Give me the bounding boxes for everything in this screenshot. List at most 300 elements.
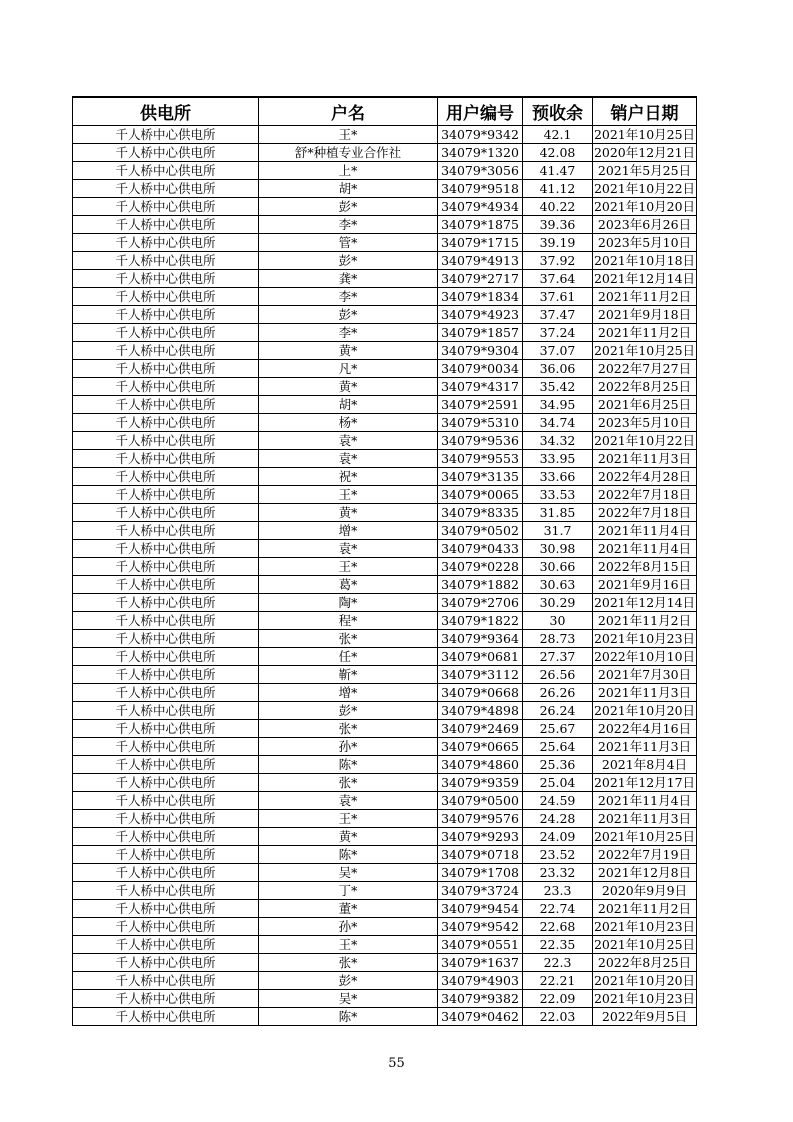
cell-closure-date: 2023年5月10日 bbox=[593, 234, 697, 252]
cell-prepaid-balance: 41.47 bbox=[523, 162, 593, 180]
cell-closure-date: 2021年10月25日 bbox=[593, 127, 696, 142]
cell-power-station: 千人桥中心供电所 bbox=[73, 252, 259, 270]
cell-power-station: 千人桥中心供电所 bbox=[73, 378, 259, 396]
table-row bbox=[73, 972, 697, 990]
cell-prepaid-balance: 33.95 bbox=[523, 450, 593, 468]
table-row bbox=[73, 198, 697, 216]
table-row bbox=[73, 828, 697, 846]
cell-user-id: 34079*9536 bbox=[438, 432, 523, 450]
cell-account-name: 增* bbox=[259, 684, 438, 702]
cell-account-name: 王* bbox=[259, 126, 438, 144]
cell-closure-date: 2021年10月20日 bbox=[593, 199, 696, 214]
cell-closure-date: 2021年10月23日 bbox=[593, 919, 696, 934]
table-row bbox=[73, 216, 697, 234]
cell-prepaid-balance: 24.59 bbox=[523, 792, 593, 810]
cell-user-id: 34079*9293 bbox=[438, 828, 523, 846]
cell-user-id: 34079*2591 bbox=[438, 396, 523, 414]
cell-prepaid-balance: 25.64 bbox=[523, 738, 593, 756]
cell-prepaid-balance: 23.32 bbox=[523, 864, 593, 882]
cell-account-name: 袁* bbox=[259, 792, 438, 810]
table-row bbox=[73, 720, 697, 738]
cell-prepaid-balance: 40.22 bbox=[523, 198, 593, 216]
account-closure-table bbox=[72, 96, 697, 1026]
cell-prepaid-balance: 31.7 bbox=[523, 522, 593, 540]
table-row bbox=[73, 270, 697, 288]
cell-prepaid-balance: 30.63 bbox=[523, 576, 593, 594]
cell-closure-date: 2021年12月17日 bbox=[593, 775, 696, 790]
table-row bbox=[73, 954, 697, 972]
cell-prepaid-balance: 35.42 bbox=[523, 378, 593, 396]
table-row bbox=[73, 162, 697, 180]
cell-closure-date: 2022年9月5日 bbox=[593, 1008, 697, 1026]
cell-user-id: 34079*0500 bbox=[438, 792, 523, 810]
cell-closure-date: 2021年10月25日 bbox=[593, 343, 696, 358]
cell-closure-date: 2021年5月25日 bbox=[593, 162, 697, 180]
cell-user-id: 34079*4913 bbox=[438, 252, 523, 270]
cell-closure-date: 2021年11月4日 bbox=[593, 540, 697, 558]
cell-closure-date: 2021年10月22日 bbox=[593, 433, 696, 448]
cell-account-name: 胡* bbox=[259, 396, 438, 414]
cell-account-name: 吴* bbox=[259, 864, 438, 882]
cell-closure-date: 2023年6月26日 bbox=[593, 216, 697, 234]
cell-power-station: 千人桥中心供电所 bbox=[73, 342, 259, 360]
cell-account-name: 袁* bbox=[259, 432, 438, 450]
cell-account-name: 黄* bbox=[259, 828, 438, 846]
cell-user-id: 34079*1708 bbox=[438, 864, 523, 882]
cell-user-id: 34079*1715 bbox=[438, 234, 523, 252]
cell-user-id: 34079*3724 bbox=[438, 882, 523, 900]
cell-closure-date: 2021年9月18日 bbox=[593, 306, 697, 324]
cell-user-id: 34079*4317 bbox=[438, 378, 523, 396]
header-closure-date: 销户日期 bbox=[593, 97, 697, 126]
cell-closure-date: 2021年11月3日 bbox=[593, 684, 697, 702]
cell-power-station: 千人桥中心供电所 bbox=[73, 558, 259, 576]
table-row bbox=[73, 180, 697, 198]
cell-user-id: 34079*0551 bbox=[438, 936, 523, 954]
cell-closure-date: 2022年7月27日 bbox=[593, 360, 697, 378]
cell-closure-date: 2022年7月19日 bbox=[593, 846, 697, 864]
cell-power-station: 千人桥中心供电所 bbox=[73, 612, 259, 630]
cell-power-station: 千人桥中心供电所 bbox=[73, 468, 259, 486]
cell-account-name: 任* bbox=[259, 648, 438, 666]
table-row bbox=[73, 468, 697, 486]
cell-user-id: 34079*0065 bbox=[438, 486, 523, 504]
cell-prepaid-balance: 25.36 bbox=[523, 756, 593, 774]
cell-prepaid-balance: 23.3 bbox=[523, 882, 593, 900]
table-row bbox=[73, 630, 697, 648]
cell-user-id: 34079*5310 bbox=[438, 414, 523, 432]
cell-prepaid-balance: 24.09 bbox=[523, 828, 593, 846]
cell-user-id: 34079*1834 bbox=[438, 288, 523, 306]
header-prepaid-balance: 预收余 bbox=[523, 97, 593, 126]
cell-prepaid-balance: 22.03 bbox=[523, 1008, 593, 1026]
cell-account-name: 彭* bbox=[259, 702, 438, 720]
cell-user-id: 34079*1637 bbox=[438, 954, 523, 972]
cell-power-station: 千人桥中心供电所 bbox=[73, 126, 259, 144]
cell-closure-date: 2021年8月4日 bbox=[593, 756, 697, 774]
table-row bbox=[73, 450, 697, 468]
cell-user-id: 34079*9342 bbox=[438, 126, 523, 144]
table-row bbox=[73, 756, 697, 774]
cell-closure-date: 2021年10月20日 bbox=[593, 703, 696, 718]
cell-closure-date: 2021年10月22日 bbox=[593, 181, 696, 196]
cell-user-id: 34079*4860 bbox=[438, 756, 523, 774]
cell-prepaid-balance: 23.52 bbox=[523, 846, 593, 864]
table-row bbox=[73, 648, 697, 666]
cell-closure-date: 2020年9月9日 bbox=[593, 882, 697, 900]
table-header-row bbox=[73, 97, 697, 126]
page-number: 55 bbox=[388, 1056, 405, 1071]
cell-user-id: 34079*0718 bbox=[438, 846, 523, 864]
table-row bbox=[73, 144, 697, 162]
cell-user-id: 34079*1875 bbox=[438, 216, 523, 234]
cell-account-name: 祝* bbox=[259, 468, 438, 486]
cell-prepaid-balance: 34.95 bbox=[523, 396, 593, 414]
cell-account-name: 王* bbox=[259, 810, 438, 828]
table-row bbox=[73, 612, 697, 630]
cell-prepaid-balance: 26.24 bbox=[523, 702, 593, 720]
cell-closure-date: 2022年8月25日 bbox=[593, 378, 697, 396]
cell-power-station: 千人桥中心供电所 bbox=[73, 846, 259, 864]
cell-user-id: 34079*4934 bbox=[438, 198, 523, 216]
cell-user-id: 34079*9518 bbox=[438, 180, 523, 198]
cell-user-id: 34079*9576 bbox=[438, 810, 523, 828]
cell-power-station: 千人桥中心供电所 bbox=[73, 522, 259, 540]
cell-account-name: 龚* bbox=[259, 270, 438, 288]
cell-account-name: 杨* bbox=[259, 414, 438, 432]
header-account-name: 户名 bbox=[259, 97, 438, 126]
cell-user-id: 34079*2706 bbox=[438, 594, 523, 612]
cell-power-station: 千人桥中心供电所 bbox=[73, 756, 259, 774]
table-row bbox=[73, 522, 697, 540]
cell-prepaid-balance: 34.74 bbox=[523, 414, 593, 432]
table-row bbox=[73, 900, 697, 918]
table-row bbox=[73, 936, 697, 954]
cell-account-name: 丁* bbox=[259, 882, 438, 900]
cell-account-name: 李* bbox=[259, 216, 438, 234]
cell-prepaid-balance: 42.1 bbox=[523, 126, 593, 144]
cell-user-id: 34079*9454 bbox=[438, 900, 523, 918]
cell-account-name: 袁* bbox=[259, 450, 438, 468]
cell-user-id: 34079*9553 bbox=[438, 450, 523, 468]
cell-power-station: 千人桥中心供电所 bbox=[73, 828, 259, 846]
cell-power-station: 千人桥中心供电所 bbox=[73, 288, 259, 306]
cell-user-id: 34079*0228 bbox=[438, 558, 523, 576]
cell-prepaid-balance: 22.74 bbox=[523, 900, 593, 918]
cell-power-station: 千人桥中心供电所 bbox=[73, 270, 259, 288]
cell-power-station: 千人桥中心供电所 bbox=[73, 702, 259, 720]
cell-closure-date: 2022年4月16日 bbox=[593, 720, 697, 738]
cell-user-id: 34079*4903 bbox=[438, 972, 523, 990]
cell-account-name: 王* bbox=[259, 486, 438, 504]
table-row bbox=[73, 594, 697, 612]
cell-user-id: 34079*0433 bbox=[438, 540, 523, 558]
cell-account-name: 胡* bbox=[259, 180, 438, 198]
cell-user-id: 34079*9364 bbox=[438, 630, 523, 648]
table-row bbox=[73, 702, 697, 720]
cell-account-name: 吴* bbox=[259, 990, 438, 1008]
cell-closure-date: 2021年10月23日 bbox=[593, 991, 696, 1006]
cell-prepaid-balance: 41.12 bbox=[523, 180, 593, 198]
cell-account-name: 孙* bbox=[259, 738, 438, 756]
cell-prepaid-balance: 22.21 bbox=[523, 972, 593, 990]
cell-prepaid-balance: 34.32 bbox=[523, 432, 593, 450]
cell-power-station: 千人桥中心供电所 bbox=[73, 774, 259, 792]
cell-user-id: 34079*0668 bbox=[438, 684, 523, 702]
cell-power-station: 千人桥中心供电所 bbox=[73, 486, 259, 504]
cell-user-id: 34079*9542 bbox=[438, 918, 523, 936]
cell-account-name: 彭* bbox=[259, 198, 438, 216]
cell-account-name: 张* bbox=[259, 954, 438, 972]
cell-power-station: 千人桥中心供电所 bbox=[73, 432, 259, 450]
table-row bbox=[73, 234, 697, 252]
cell-account-name: 王* bbox=[259, 936, 438, 954]
table-row bbox=[73, 306, 697, 324]
cell-prepaid-balance: 37.24 bbox=[523, 324, 593, 342]
cell-closure-date: 2022年8月25日 bbox=[593, 954, 697, 972]
cell-closure-date: 2021年7月30日 bbox=[593, 666, 697, 684]
cell-account-name: 彭* bbox=[259, 252, 438, 270]
cell-closure-date: 2021年12月8日 bbox=[593, 864, 697, 882]
cell-prepaid-balance: 25.04 bbox=[523, 774, 593, 792]
cell-power-station: 千人桥中心供电所 bbox=[73, 810, 259, 828]
table-row bbox=[73, 918, 697, 936]
cell-power-station: 千人桥中心供电所 bbox=[73, 864, 259, 882]
cell-account-name: 靳* bbox=[259, 666, 438, 684]
cell-user-id: 34079*4898 bbox=[438, 702, 523, 720]
cell-account-name: 舒*种植专业合作社 bbox=[259, 144, 438, 162]
cell-power-station: 千人桥中心供电所 bbox=[73, 180, 259, 198]
cell-account-name: 孙* bbox=[259, 918, 438, 936]
cell-prepaid-balance: 37.92 bbox=[523, 252, 593, 270]
cell-closure-date: 2021年12月14日 bbox=[593, 595, 696, 610]
cell-power-station: 千人桥中心供电所 bbox=[73, 792, 259, 810]
table-row bbox=[73, 432, 697, 450]
table-row bbox=[73, 360, 697, 378]
cell-power-station: 千人桥中心供电所 bbox=[73, 306, 259, 324]
table-row bbox=[73, 666, 697, 684]
cell-closure-date: 2023年5月10日 bbox=[593, 414, 697, 432]
cell-prepaid-balance: 37.64 bbox=[523, 270, 593, 288]
cell-prepaid-balance: 28.73 bbox=[523, 630, 593, 648]
cell-user-id: 34079*0665 bbox=[438, 738, 523, 756]
cell-prepaid-balance: 25.67 bbox=[523, 720, 593, 738]
header-power-station: 供电所 bbox=[73, 97, 259, 126]
cell-power-station: 千人桥中心供电所 bbox=[73, 144, 259, 162]
cell-power-station: 千人桥中心供电所 bbox=[73, 1008, 259, 1026]
table-row bbox=[73, 396, 697, 414]
cell-power-station: 千人桥中心供电所 bbox=[73, 666, 259, 684]
cell-user-id: 34079*4923 bbox=[438, 306, 523, 324]
cell-user-id: 34079*0502 bbox=[438, 522, 523, 540]
cell-account-name: 张* bbox=[259, 630, 438, 648]
cell-account-name: 彭* bbox=[259, 306, 438, 324]
cell-prepaid-balance: 36.06 bbox=[523, 360, 593, 378]
table-body bbox=[73, 126, 697, 1026]
cell-user-id: 34079*0462 bbox=[438, 1008, 523, 1026]
cell-power-station: 千人桥中心供电所 bbox=[73, 954, 259, 972]
cell-account-name: 上* bbox=[259, 162, 438, 180]
cell-prepaid-balance: 37.61 bbox=[523, 288, 593, 306]
table-row bbox=[73, 738, 697, 756]
cell-prepaid-balance: 26.56 bbox=[523, 666, 593, 684]
table-row bbox=[73, 252, 697, 270]
table-row bbox=[73, 342, 697, 360]
table-row bbox=[73, 288, 697, 306]
cell-closure-date: 2021年6月25日 bbox=[593, 396, 697, 414]
table-row bbox=[73, 1008, 697, 1026]
cell-power-station: 千人桥中心供电所 bbox=[73, 414, 259, 432]
table-row bbox=[73, 504, 697, 522]
cell-power-station: 千人桥中心供电所 bbox=[73, 972, 259, 990]
cell-account-name: 陶* bbox=[259, 594, 438, 612]
cell-account-name: 陈* bbox=[259, 756, 438, 774]
cell-closure-date: 2021年10月25日 bbox=[593, 937, 696, 952]
cell-prepaid-balance: 39.19 bbox=[523, 234, 593, 252]
cell-prepaid-balance: 22.09 bbox=[523, 990, 593, 1008]
cell-power-station: 千人桥中心供电所 bbox=[73, 648, 259, 666]
cell-account-name: 陈* bbox=[259, 846, 438, 864]
cell-user-id: 34079*9304 bbox=[438, 342, 523, 360]
header-user-id: 用户编号 bbox=[438, 97, 523, 126]
cell-account-name: 李* bbox=[259, 324, 438, 342]
cell-closure-date: 2020年12月21日 bbox=[593, 145, 696, 160]
cell-account-name: 袁* bbox=[259, 540, 438, 558]
cell-prepaid-balance: 39.36 bbox=[523, 216, 593, 234]
cell-prepaid-balance: 22.68 bbox=[523, 918, 593, 936]
cell-closure-date: 2021年10月20日 bbox=[593, 973, 696, 988]
cell-account-name: 黄* bbox=[259, 342, 438, 360]
cell-prepaid-balance: 24.28 bbox=[523, 810, 593, 828]
cell-power-station: 千人桥中心供电所 bbox=[73, 360, 259, 378]
cell-power-station: 千人桥中心供电所 bbox=[73, 990, 259, 1008]
cell-closure-date: 2022年7月18日 bbox=[593, 486, 697, 504]
cell-closure-date: 2021年11月3日 bbox=[593, 810, 697, 828]
table-row bbox=[73, 792, 697, 810]
cell-account-name: 葛* bbox=[259, 576, 438, 594]
cell-power-station: 千人桥中心供电所 bbox=[73, 738, 259, 756]
cell-closure-date: 2021年9月16日 bbox=[593, 576, 697, 594]
cell-prepaid-balance: 33.66 bbox=[523, 468, 593, 486]
cell-prepaid-balance: 26.26 bbox=[523, 684, 593, 702]
table-row bbox=[73, 576, 697, 594]
cell-prepaid-balance: 22.35 bbox=[523, 936, 593, 954]
cell-power-station: 千人桥中心供电所 bbox=[73, 234, 259, 252]
table-row bbox=[73, 882, 697, 900]
cell-user-id: 34079*3112 bbox=[438, 666, 523, 684]
table-row bbox=[73, 486, 697, 504]
cell-prepaid-balance: 30.98 bbox=[523, 540, 593, 558]
cell-closure-date: 2021年11月4日 bbox=[593, 522, 697, 540]
cell-closure-date: 2021年11月2日 bbox=[593, 324, 697, 342]
cell-account-name: 凡* bbox=[259, 360, 438, 378]
cell-closure-date: 2021年11月3日 bbox=[593, 738, 697, 756]
cell-prepaid-balance: 27.37 bbox=[523, 648, 593, 666]
cell-closure-date: 2021年11月2日 bbox=[593, 900, 697, 918]
table-row bbox=[73, 774, 697, 792]
cell-account-name: 李* bbox=[259, 288, 438, 306]
cell-prepaid-balance: 42.08 bbox=[523, 144, 593, 162]
cell-user-id: 34079*2717 bbox=[438, 270, 523, 288]
cell-account-name: 陈* bbox=[259, 1008, 438, 1026]
cell-user-id: 34079*9382 bbox=[438, 990, 523, 1008]
cell-power-station: 千人桥中心供电所 bbox=[73, 900, 259, 918]
table-row bbox=[73, 990, 697, 1008]
cell-power-station: 千人桥中心供电所 bbox=[73, 630, 259, 648]
cell-user-id: 34079*1320 bbox=[438, 144, 523, 162]
cell-power-station: 千人桥中心供电所 bbox=[73, 504, 259, 522]
cell-prepaid-balance: 33.53 bbox=[523, 486, 593, 504]
cell-user-id: 34079*3135 bbox=[438, 468, 523, 486]
table-row bbox=[73, 414, 697, 432]
cell-user-id: 34079*9359 bbox=[438, 774, 523, 792]
cell-power-station: 千人桥中心供电所 bbox=[73, 450, 259, 468]
cell-power-station: 千人桥中心供电所 bbox=[73, 216, 259, 234]
cell-closure-date: 2021年12月14日 bbox=[593, 271, 696, 286]
table-row bbox=[73, 846, 697, 864]
table-row bbox=[73, 810, 697, 828]
cell-user-id: 34079*0681 bbox=[438, 648, 523, 666]
cell-closure-date: 2022年7月18日 bbox=[593, 504, 697, 522]
cell-power-station: 千人桥中心供电所 bbox=[73, 540, 259, 558]
cell-prepaid-balance: 37.07 bbox=[523, 342, 593, 360]
cell-prepaid-balance: 30 bbox=[523, 612, 593, 630]
cell-prepaid-balance: 31.85 bbox=[523, 504, 593, 522]
cell-account-name: 程* bbox=[259, 612, 438, 630]
cell-closure-date: 2022年8月15日 bbox=[593, 558, 697, 576]
cell-user-id: 34079*1882 bbox=[438, 576, 523, 594]
cell-power-station: 千人桥中心供电所 bbox=[73, 198, 259, 216]
cell-account-name: 王* bbox=[259, 558, 438, 576]
cell-power-station: 千人桥中心供电所 bbox=[73, 324, 259, 342]
table-row bbox=[73, 558, 697, 576]
cell-account-name: 管* bbox=[259, 234, 438, 252]
cell-account-name: 彭* bbox=[259, 972, 438, 990]
cell-user-id: 34079*1857 bbox=[438, 324, 523, 342]
cell-closure-date: 2021年11月4日 bbox=[593, 792, 697, 810]
cell-account-name: 黄* bbox=[259, 504, 438, 522]
cell-prepaid-balance: 30.66 bbox=[523, 558, 593, 576]
cell-power-station: 千人桥中心供电所 bbox=[73, 396, 259, 414]
cell-closure-date: 2021年10月25日 bbox=[593, 829, 696, 844]
cell-account-name: 黄* bbox=[259, 378, 438, 396]
cell-power-station: 千人桥中心供电所 bbox=[73, 576, 259, 594]
cell-account-name: 张* bbox=[259, 720, 438, 738]
table-row bbox=[73, 540, 697, 558]
cell-user-id: 34079*1822 bbox=[438, 612, 523, 630]
cell-account-name: 董* bbox=[259, 900, 438, 918]
cell-user-id: 34079*8335 bbox=[438, 504, 523, 522]
cell-closure-date: 2021年11月3日 bbox=[593, 450, 697, 468]
cell-closure-date: 2022年4月28日 bbox=[593, 468, 697, 486]
cell-closure-date: 2022年10月10日 bbox=[593, 649, 696, 664]
cell-closure-date: 2021年10月23日 bbox=[593, 631, 696, 646]
cell-user-id: 34079*2469 bbox=[438, 720, 523, 738]
cell-power-station: 千人桥中心供电所 bbox=[73, 162, 259, 180]
table-row bbox=[73, 378, 697, 396]
table-row bbox=[73, 126, 697, 144]
cell-power-station: 千人桥中心供电所 bbox=[73, 720, 259, 738]
table-row bbox=[73, 684, 697, 702]
table-row bbox=[73, 864, 697, 882]
cell-user-id: 34079*3056 bbox=[438, 162, 523, 180]
cell-account-name: 张* bbox=[259, 774, 438, 792]
cell-prepaid-balance: 30.29 bbox=[523, 594, 593, 612]
cell-closure-date: 2021年10月18日 bbox=[593, 253, 696, 268]
cell-closure-date: 2021年11月2日 bbox=[593, 612, 697, 630]
cell-prepaid-balance: 37.47 bbox=[523, 306, 593, 324]
cell-power-station: 千人桥中心供电所 bbox=[73, 684, 259, 702]
